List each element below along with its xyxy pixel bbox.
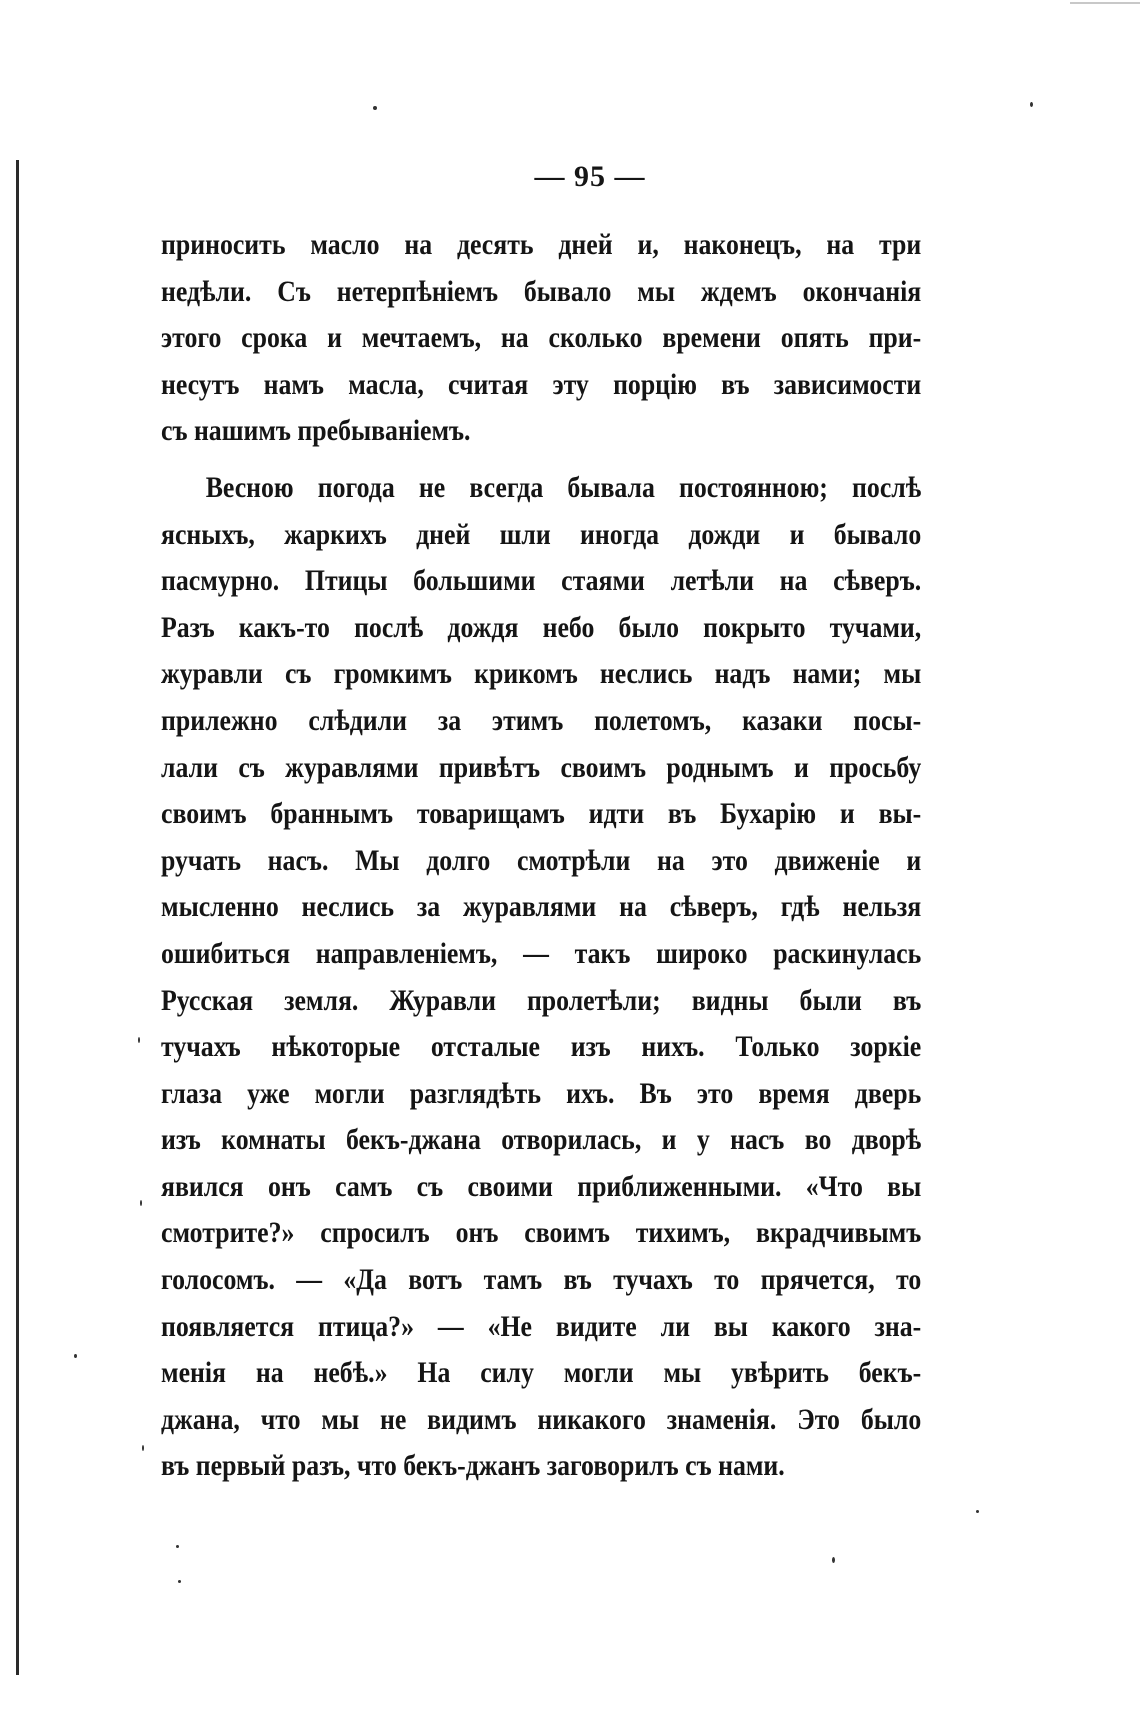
text-line: изъ комнаты бекъ-джана отворилась, и у насъ во дворѣ [161,1123,922,1157]
scan-speck [373,106,377,110]
text-line: Весною погода не всегда бывала постоянною; послѣ [205,470,922,504]
text-line: ручать насъ. Мы долго смотрѣли на это движеніе и [161,843,922,877]
text-line: пасмурно. Птицы большими стаями летѣли на сѣверъ. [161,564,922,598]
scan-speck [142,1445,144,1451]
text-line: недѣли. Съ нетерпѣніемъ бывало мы ждемъ окончанія [161,274,922,308]
scan-speck [178,1580,181,1583]
text-line: глаза уже могли разглядѣть ихъ. Въ это время дверь [161,1076,922,1110]
text-line: Русская земля. Журавли пролетѣли; видны были въ [161,983,922,1017]
text-line: журавли съ громкимъ крикомъ неслись надъ нами; мы [161,657,922,691]
text-line: этого срока и мечтаемъ, на сколько времени опять при- [161,321,922,355]
scan-speck [74,1354,77,1358]
scan-speck [1030,102,1033,107]
text-line: своимъ браннымъ товарищамъ идти въ Бухарію и вы- [161,797,922,831]
text-line: прилежно слѣдили за этимъ полетомъ, казаки посы- [161,703,922,737]
text-line: приносить масло на десять дней и, наконецъ, на три [161,228,922,261]
text-line: смотрите?» спросилъ онъ своимъ тихимъ, вкрадчивымъ [161,1216,922,1250]
paragraph-2 [161,465,921,1490]
text-line: мысленно неслись за журавлями на сѣверъ, гдѣ нельзя [161,890,922,924]
scan-speck [176,1545,179,1548]
text-line: тучахъ нѣкоторые отсталые изъ нихъ. Только зоркіе [161,1030,922,1064]
page-edge-line [16,160,19,1675]
text-line: лали съ журавлями привѣтъ своимъ роднымъ и просьбу [161,750,922,784]
text-line: ясныхъ, жаркихъ дней шли иногда дожди и бывало [161,517,922,551]
body-text [161,222,921,1490]
text-line: явился онъ самъ съ своими приближенными. «Что вы [161,1169,922,1203]
text-line: несутъ намъ масла, считая эту порцію въ зависимости [161,367,922,401]
page-number: — 95 — [534,160,646,193]
scan-speck [140,1200,142,1206]
text-line: появляется птица?» — «Не видите ли вы какого зна- [161,1309,922,1343]
text-line: голосомъ. — «Да вотъ тамъ въ тучахъ то прячется, то [161,1263,922,1297]
paragraph-gap [161,455,921,465]
text-line: менія на небѣ.» На силу могли мы увѣрить бекъ- [161,1356,922,1390]
scan-speck [138,1037,140,1043]
scan-speck [976,1510,979,1513]
text-line: съ нашимъ пребываніемъ. [161,414,471,448]
text-line: въ первый разъ, что бекъ-джанъ заговорилъ съ нами. [161,1449,785,1483]
text-line: ошибиться направленіемъ, — такъ широко раскинулась [161,936,922,970]
scan-speck [832,1557,835,1563]
text-line: Разъ какъ-то послѣ дождя небо было покрыто тучами, [161,610,922,644]
paragraph-1 [161,222,921,455]
text-line: джана, что мы не видимъ никакого знаменія. Это было [161,1402,922,1436]
scan-edge-mark [1070,2,1140,4]
